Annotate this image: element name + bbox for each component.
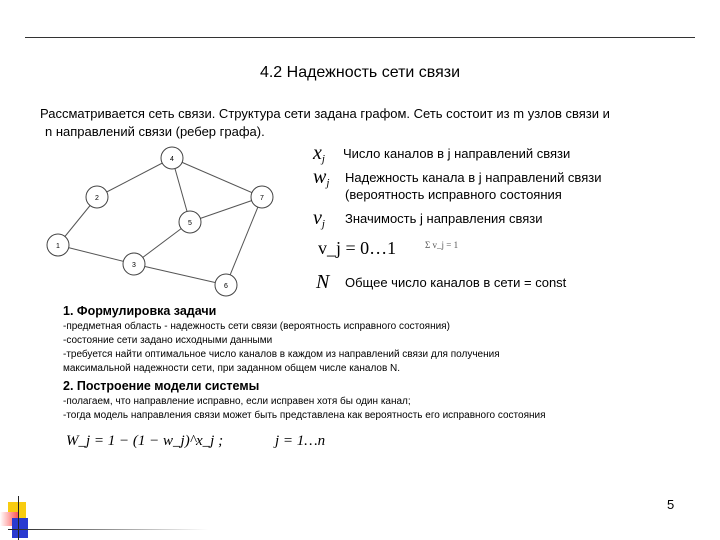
- symbol-wj: $w_j$: [313, 166, 330, 189]
- symbol-N: N: [316, 271, 330, 293]
- formula-j-range: j = 1…n: [275, 433, 326, 449]
- section1-line: -состояние сети задано исходными данными: [63, 335, 273, 346]
- graph-edge: [58, 245, 134, 264]
- graph-node-label: 6: [224, 283, 228, 290]
- graph-node-label: 7: [260, 195, 264, 202]
- footer-line: [8, 529, 208, 530]
- slide-title: 4.2 Надежность сети связи: [259, 64, 461, 81]
- section2-line: -тогда модель направления связи может быть представлена как вероятность его исправного состояния: [63, 410, 546, 421]
- graph-edge: [172, 158, 262, 197]
- logo-vertical-line: [18, 496, 19, 540]
- logo-blue-square: [12, 518, 28, 538]
- section1-line: -предметная область - надежность сети связи (вероятность исправного состояния): [63, 321, 450, 332]
- section2-heading: 2. Построение модели системы: [63, 379, 260, 393]
- page-number: 5: [667, 497, 675, 512]
- legend-xj: Число каналов в j направлений связи: [343, 146, 571, 161]
- legend-vj: Значимость j направления связи: [345, 211, 543, 226]
- graph-node-label: 3: [132, 262, 136, 269]
- intro-line-2: n направлений связи (ребер графа).: [45, 124, 265, 139]
- graph-edge: [226, 197, 262, 285]
- graph-edge: [97, 158, 172, 197]
- section1-line: -требуется найти оптимальное число каналов в каждом из направлений связи для получения: [63, 349, 500, 360]
- intro-line-1: Рассматривается сеть связи. Структура сети задана графом. Сеть состоит из m узлов связи и: [40, 106, 610, 121]
- formula-Wj: W_j = 1 − (1 − w_j)^x_j ;: [66, 433, 224, 449]
- symbol-vj: $v_j$: [313, 207, 325, 230]
- graph-edge: [134, 264, 226, 285]
- section2-line: -полагаем, что направление исправно, если исправен хотя бы один канал;: [63, 396, 411, 407]
- symbol-xj: $x_j$: [313, 142, 325, 165]
- legend-N: Общее число каналов в сети = const: [345, 275, 567, 290]
- formula-sum-vj: Σ v_j = 1: [425, 240, 459, 250]
- graph-node-label: 4: [170, 156, 174, 163]
- graph-node-label: 1: [56, 243, 60, 250]
- graph-node-label: 5: [188, 220, 192, 227]
- section1-heading: 1. Формулировка задачи: [63, 304, 217, 318]
- section1-line: максимальной надежности сети, при заданном общем числе каналов N.: [63, 363, 401, 374]
- legend-wj-2: (вероятность исправного состояния: [345, 187, 562, 202]
- legend-wj: Надежность канала в j направлений связи: [345, 170, 602, 185]
- formula-vj-range: v_j = 0…1: [318, 238, 397, 258]
- graph-node-label: 2: [95, 195, 99, 202]
